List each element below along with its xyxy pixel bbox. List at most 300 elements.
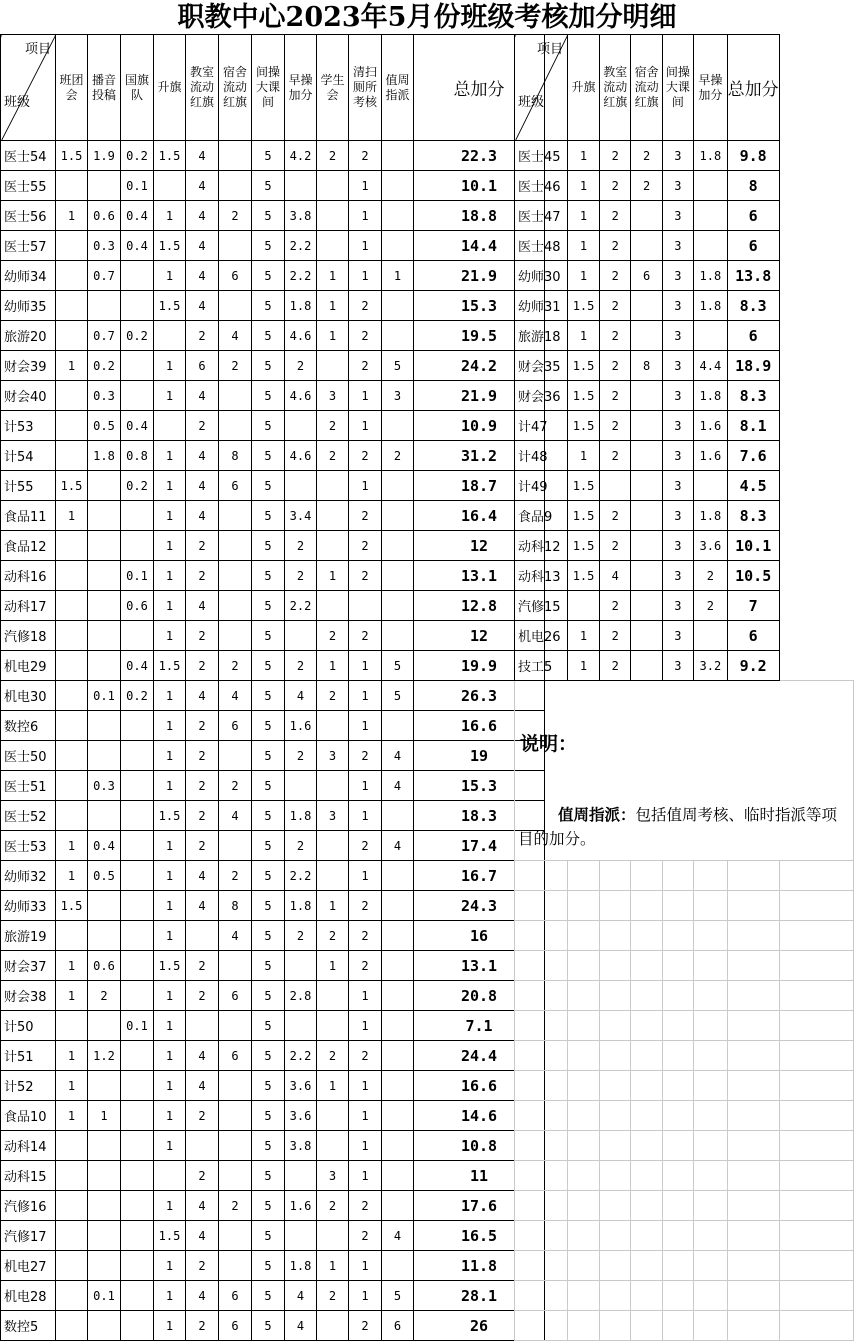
score-cell xyxy=(382,561,414,591)
table-row xyxy=(515,561,854,591)
score-cell: 1.2 xyxy=(88,1041,121,1071)
score-cell: 2 xyxy=(219,861,252,891)
score-cell: 4.6 xyxy=(285,321,317,351)
empty-cell xyxy=(727,1191,779,1221)
score-cell: 1 xyxy=(317,321,349,351)
class-name-cell: 汽修16 xyxy=(1,1191,56,1221)
score-cell: 1.8 xyxy=(694,381,728,411)
empty-cell xyxy=(515,1071,568,1101)
score-cell: 1 xyxy=(154,591,186,621)
score-cell xyxy=(56,711,88,741)
score-cell: 1.6 xyxy=(694,411,728,441)
score-cell: 2 xyxy=(219,351,252,381)
class-name-cell: 机电27 xyxy=(1,1251,56,1281)
score-cell: 2 xyxy=(600,411,631,441)
score-cell xyxy=(56,801,88,831)
score-cell: 0.6 xyxy=(121,591,154,621)
notes-section xyxy=(515,681,854,861)
score-cell: 5 xyxy=(252,291,285,321)
score-cell xyxy=(382,141,414,171)
empty-cell xyxy=(600,1191,631,1221)
score-cell xyxy=(56,741,88,771)
score-cell: 4 xyxy=(186,1191,219,1221)
score-cell: 5 xyxy=(252,1041,285,1071)
score-cell: 2 xyxy=(186,1311,219,1341)
empty-cell xyxy=(515,1251,568,1281)
score-cell xyxy=(121,891,154,921)
score-cell xyxy=(285,1011,317,1041)
score-cell: 5 xyxy=(252,1131,285,1161)
score-cell xyxy=(382,921,414,951)
score-cell xyxy=(219,411,252,441)
total-score-cell: 10.5 xyxy=(727,561,779,591)
score-cell: 2 xyxy=(694,591,728,621)
score-cell: 1 xyxy=(568,141,600,171)
score-cell: 3 xyxy=(662,651,693,681)
total-score-cell: 10.1 xyxy=(414,171,545,201)
score-cell xyxy=(382,891,414,921)
score-cell: 1.8 xyxy=(694,261,728,291)
class-name-cell: 计51 xyxy=(1,1041,56,1071)
score-cell: 1 xyxy=(349,381,382,411)
score-cell xyxy=(631,531,662,561)
score-cell: 1.5 xyxy=(568,411,600,441)
class-name-cell: 动科14 xyxy=(1,1131,56,1161)
empty-cell xyxy=(515,1011,568,1041)
score-cell xyxy=(631,621,662,651)
score-cell: 1 xyxy=(154,381,186,411)
total-score-cell: 19 xyxy=(414,741,545,771)
score-cell: 8 xyxy=(631,351,662,381)
score-cell xyxy=(88,531,121,561)
empty-grid-row xyxy=(515,1071,854,1101)
score-cell: 4 xyxy=(186,681,219,711)
empty-cell xyxy=(568,1281,600,1311)
empty-cell xyxy=(568,1011,600,1041)
score-cell xyxy=(154,171,186,201)
score-cell: 1 xyxy=(56,351,88,381)
score-cell: 3 xyxy=(662,201,693,231)
empty-cell xyxy=(694,1101,728,1131)
score-cell xyxy=(219,231,252,261)
score-cell: 1.8 xyxy=(694,291,728,321)
class-name-cell: 动科13 xyxy=(515,561,568,591)
empty-cell xyxy=(727,921,779,951)
score-cell: 1 xyxy=(568,231,600,261)
score-cell: 2 xyxy=(600,381,631,411)
empty-cell xyxy=(662,1281,693,1311)
total-score-cell: 24.3 xyxy=(414,891,545,921)
score-cell: 3 xyxy=(662,561,693,591)
score-cell: 1 xyxy=(154,861,186,891)
score-cell xyxy=(382,321,414,351)
class-name-cell: 汽修15 xyxy=(515,591,568,621)
score-cell xyxy=(285,621,317,651)
score-cell: 1.5 xyxy=(56,141,88,171)
empty-cell xyxy=(631,1311,662,1341)
class-name-cell: 医士48 xyxy=(515,231,568,261)
total-score-cell: 12 xyxy=(414,531,545,561)
score-cell: 2 xyxy=(317,681,349,711)
empty-cell xyxy=(662,1101,693,1131)
score-cell xyxy=(631,441,662,471)
empty-cell xyxy=(631,1251,662,1281)
score-cell: 1.8 xyxy=(285,801,317,831)
total-score-cell: 8.3 xyxy=(727,291,779,321)
score-cell xyxy=(219,561,252,591)
score-cell xyxy=(56,651,88,681)
empty-cell xyxy=(568,891,600,921)
score-cell xyxy=(56,231,88,261)
score-cell: 5 xyxy=(252,1251,285,1281)
score-cell: 1 xyxy=(568,321,600,351)
total-score-cell: 7.6 xyxy=(727,441,779,471)
total-score-cell: 9.8 xyxy=(727,141,779,171)
empty-cell xyxy=(727,1131,779,1161)
score-cell: 1 xyxy=(349,861,382,891)
score-cell xyxy=(317,531,349,561)
score-cell: 1 xyxy=(56,981,88,1011)
empty-grid-row xyxy=(515,891,854,921)
table-row xyxy=(515,651,854,681)
column-header: 升旗 xyxy=(568,35,600,141)
score-cell: 5 xyxy=(252,1191,285,1221)
total-score-cell: 19.5 xyxy=(414,321,545,351)
corner-label-class: 班级 xyxy=(518,95,545,110)
score-cell: 0.6 xyxy=(88,201,121,231)
score-cell xyxy=(88,741,121,771)
empty-cell xyxy=(779,1041,853,1071)
score-cell xyxy=(121,501,154,531)
empty-cell xyxy=(631,1281,662,1311)
score-cell: 0.7 xyxy=(88,261,121,291)
score-cell: 0.4 xyxy=(88,831,121,861)
empty-cell xyxy=(662,1131,693,1161)
empty-cell xyxy=(779,1191,853,1221)
empty-cell xyxy=(662,1251,693,1281)
score-cell: 1 xyxy=(349,411,382,441)
score-cell: 1 xyxy=(154,891,186,921)
score-cell: 1 xyxy=(382,261,414,291)
score-cell: 1 xyxy=(154,1131,186,1161)
empty-cell xyxy=(779,861,853,891)
score-cell xyxy=(56,411,88,441)
score-cell: 1.5 xyxy=(154,291,186,321)
empty-cell xyxy=(600,1101,631,1131)
score-cell: 2 xyxy=(317,1191,349,1221)
empty-cell xyxy=(515,1101,568,1131)
score-cell xyxy=(88,921,121,951)
empty-cell xyxy=(779,1311,853,1341)
score-cell xyxy=(382,471,414,501)
score-cell: 0.3 xyxy=(88,231,121,261)
score-cell: 2 xyxy=(349,1041,382,1071)
score-cell xyxy=(631,591,662,621)
score-cell xyxy=(88,1251,121,1281)
score-cell xyxy=(121,531,154,561)
table-row xyxy=(515,321,854,351)
empty-cell xyxy=(727,1251,779,1281)
table-row xyxy=(1,1041,545,1071)
score-cell xyxy=(56,1251,88,1281)
score-cell: 1 xyxy=(349,651,382,681)
score-cell: 6 xyxy=(186,351,219,381)
empty-cell xyxy=(600,1161,631,1191)
score-cell: 5 xyxy=(252,651,285,681)
total-score-cell: 16.4 xyxy=(414,501,545,531)
table-row xyxy=(1,291,545,321)
score-cell: 1 xyxy=(317,951,349,981)
score-cell xyxy=(382,1191,414,1221)
score-cell: 4 xyxy=(186,1281,219,1311)
score-cell: 4 xyxy=(186,861,219,891)
class-name-cell: 医士46 xyxy=(515,171,568,201)
class-name-cell: 医士54 xyxy=(1,141,56,171)
empty-cell xyxy=(515,1041,568,1071)
empty-cell xyxy=(662,1071,693,1101)
score-cell xyxy=(694,171,728,201)
score-cell: 5 xyxy=(252,1161,285,1191)
score-cell xyxy=(382,501,414,531)
class-name-cell: 机电26 xyxy=(515,621,568,651)
right-header-row xyxy=(515,35,854,141)
empty-cell xyxy=(515,1161,568,1191)
score-cell xyxy=(121,711,154,741)
right-score-table-wrap xyxy=(514,34,854,1341)
score-cell: 4.6 xyxy=(285,441,317,471)
score-cell: 1 xyxy=(56,1101,88,1131)
total-score-cell: 18.9 xyxy=(727,351,779,381)
score-cell xyxy=(317,1011,349,1041)
score-cell: 5 xyxy=(382,651,414,681)
column-header: 早操加分 xyxy=(694,35,728,141)
column-header: 宿舍流动红旗 xyxy=(631,35,662,141)
column-header: 教室流动红旗 xyxy=(186,35,219,141)
empty-cell xyxy=(779,1281,853,1311)
empty-cell xyxy=(779,1071,853,1101)
class-name-cell: 幼师32 xyxy=(1,861,56,891)
score-cell: 0.1 xyxy=(88,1281,121,1311)
table-row xyxy=(1,501,545,531)
score-cell: 5 xyxy=(252,711,285,741)
score-cell: 5 xyxy=(252,261,285,291)
table-row xyxy=(515,141,854,171)
score-cell: 2 xyxy=(349,1191,382,1221)
score-cell: 3 xyxy=(317,801,349,831)
score-cell: 0.3 xyxy=(88,381,121,411)
score-cell xyxy=(56,441,88,471)
score-cell xyxy=(56,1131,88,1161)
score-cell xyxy=(317,1101,349,1131)
score-cell: 2 xyxy=(600,231,631,261)
score-cell: 2 xyxy=(600,291,631,321)
score-cell: 4.4 xyxy=(694,351,728,381)
score-cell: 4 xyxy=(600,561,631,591)
score-cell: 5 xyxy=(252,1221,285,1251)
score-cell: 1.5 xyxy=(568,291,600,321)
score-cell xyxy=(631,501,662,531)
total-header: 总加分 xyxy=(414,35,545,141)
score-cell: 2 xyxy=(600,171,631,201)
score-cell: 6 xyxy=(631,261,662,291)
table-row xyxy=(1,1281,545,1311)
empty-cell xyxy=(694,1311,728,1341)
empty-cell xyxy=(600,891,631,921)
class-name-cell: 财会40 xyxy=(1,381,56,411)
score-cell: 1 xyxy=(349,1071,382,1101)
empty-cell xyxy=(600,1281,631,1311)
score-cell: 1 xyxy=(317,561,349,591)
score-cell: 0.7 xyxy=(88,321,121,351)
class-name-cell: 医士51 xyxy=(1,771,56,801)
score-cell: 5 xyxy=(252,1011,285,1041)
score-cell: 3 xyxy=(662,351,693,381)
score-cell: 1 xyxy=(349,1251,382,1281)
score-cell: 2 xyxy=(349,441,382,471)
empty-cell xyxy=(515,1221,568,1251)
score-cell: 1 xyxy=(56,1071,88,1101)
empty-cell xyxy=(694,891,728,921)
score-cell xyxy=(382,711,414,741)
empty-cell xyxy=(631,1191,662,1221)
empty-grid-row xyxy=(515,1281,854,1311)
table-row xyxy=(1,1311,545,1341)
total-score-cell: 21.9 xyxy=(414,261,545,291)
class-name-cell: 医士57 xyxy=(1,231,56,261)
score-cell: 5 xyxy=(252,1311,285,1341)
score-cell: 2 xyxy=(186,981,219,1011)
score-cell: 2 xyxy=(349,1221,382,1251)
score-cell: 1.8 xyxy=(285,291,317,321)
empty-cell xyxy=(515,861,568,891)
score-cell: 2 xyxy=(285,351,317,381)
score-cell xyxy=(88,561,121,591)
score-cell: 1 xyxy=(317,891,349,921)
score-cell: 2 xyxy=(219,651,252,681)
score-cell xyxy=(121,291,154,321)
score-cell: 4 xyxy=(186,381,219,411)
score-cell: 2 xyxy=(349,951,382,981)
score-cell: 1 xyxy=(154,981,186,1011)
total-score-cell: 17.4 xyxy=(414,831,545,861)
score-cell: 5 xyxy=(252,831,285,861)
score-cell: 1 xyxy=(154,441,186,471)
total-header: 总加分 xyxy=(727,35,779,141)
class-name-cell: 医士56 xyxy=(1,201,56,231)
score-cell: 1 xyxy=(317,651,349,681)
score-cell: 1.5 xyxy=(568,561,600,591)
score-cell xyxy=(121,1071,154,1101)
total-score-cell: 15.3 xyxy=(414,291,545,321)
score-cell: 1 xyxy=(154,831,186,861)
class-name-cell: 医士52 xyxy=(1,801,56,831)
score-cell: 1.5 xyxy=(568,381,600,411)
score-cell: 5 xyxy=(252,951,285,981)
score-cell: 1 xyxy=(56,201,88,231)
score-cell: 3.2 xyxy=(694,651,728,681)
table-row xyxy=(1,801,545,831)
score-cell: 1 xyxy=(349,1281,382,1311)
score-cell: 3 xyxy=(317,1161,349,1191)
score-cell xyxy=(317,201,349,231)
score-cell xyxy=(121,921,154,951)
score-cell: 2 xyxy=(317,921,349,951)
score-cell xyxy=(631,201,662,231)
empty-cell xyxy=(631,861,662,891)
score-cell: 5 xyxy=(252,201,285,231)
class-name-cell: 计49 xyxy=(515,471,568,501)
score-cell xyxy=(382,171,414,201)
score-cell: 2 xyxy=(600,531,631,561)
class-name-cell: 幼师34 xyxy=(1,261,56,291)
total-score-cell: 6 xyxy=(727,621,779,651)
class-name-cell: 财会36 xyxy=(515,381,568,411)
table-row xyxy=(1,981,545,1011)
score-cell: 3.6 xyxy=(694,531,728,561)
table-row xyxy=(515,471,854,501)
empty-cell xyxy=(515,1131,568,1161)
score-cell xyxy=(219,501,252,531)
score-cell xyxy=(121,1161,154,1191)
empty-cell xyxy=(600,921,631,951)
empty-cell xyxy=(631,921,662,951)
table-row xyxy=(1,651,545,681)
score-cell: 5 xyxy=(252,141,285,171)
empty-cell xyxy=(600,1251,631,1281)
score-cell: 1 xyxy=(349,261,382,291)
score-cell: 1 xyxy=(568,621,600,651)
table-row xyxy=(1,951,545,981)
score-cell: 2 xyxy=(219,771,252,801)
score-cell: 1.5 xyxy=(154,951,186,981)
empty-cell xyxy=(694,981,728,1011)
score-cell: 1 xyxy=(154,531,186,561)
score-cell: 4 xyxy=(382,1221,414,1251)
score-cell xyxy=(382,1071,414,1101)
empty-cell xyxy=(600,1041,631,1071)
score-cell: 8 xyxy=(219,891,252,921)
score-cell: 2 xyxy=(186,321,219,351)
score-cell xyxy=(285,1161,317,1191)
empty-grid-row xyxy=(515,951,854,981)
score-cell xyxy=(382,801,414,831)
notes-body xyxy=(518,803,852,851)
score-cell: 2 xyxy=(600,651,631,681)
score-cell: 1 xyxy=(349,771,382,801)
score-cell: 1.6 xyxy=(285,711,317,741)
score-cell: 2 xyxy=(349,561,382,591)
empty-cell xyxy=(727,981,779,1011)
score-cell: 6 xyxy=(219,1041,252,1071)
score-cell: 1 xyxy=(154,1101,186,1131)
score-cell xyxy=(285,411,317,441)
class-name-cell: 医士45 xyxy=(515,141,568,171)
score-cell: 5 xyxy=(252,471,285,501)
score-cell xyxy=(631,411,662,441)
score-cell xyxy=(186,1011,219,1041)
score-cell xyxy=(317,471,349,501)
score-cell: 0.2 xyxy=(121,681,154,711)
score-cell: 5 xyxy=(252,1101,285,1131)
empty-grid-row xyxy=(515,921,854,951)
score-cell xyxy=(317,981,349,1011)
score-cell: 1 xyxy=(349,981,382,1011)
column-header: 间操大课间 xyxy=(662,35,693,141)
score-cell: 2 xyxy=(285,531,317,561)
table-row xyxy=(1,351,545,381)
score-cell: 5 xyxy=(252,1281,285,1311)
score-cell: 1.5 xyxy=(154,141,186,171)
